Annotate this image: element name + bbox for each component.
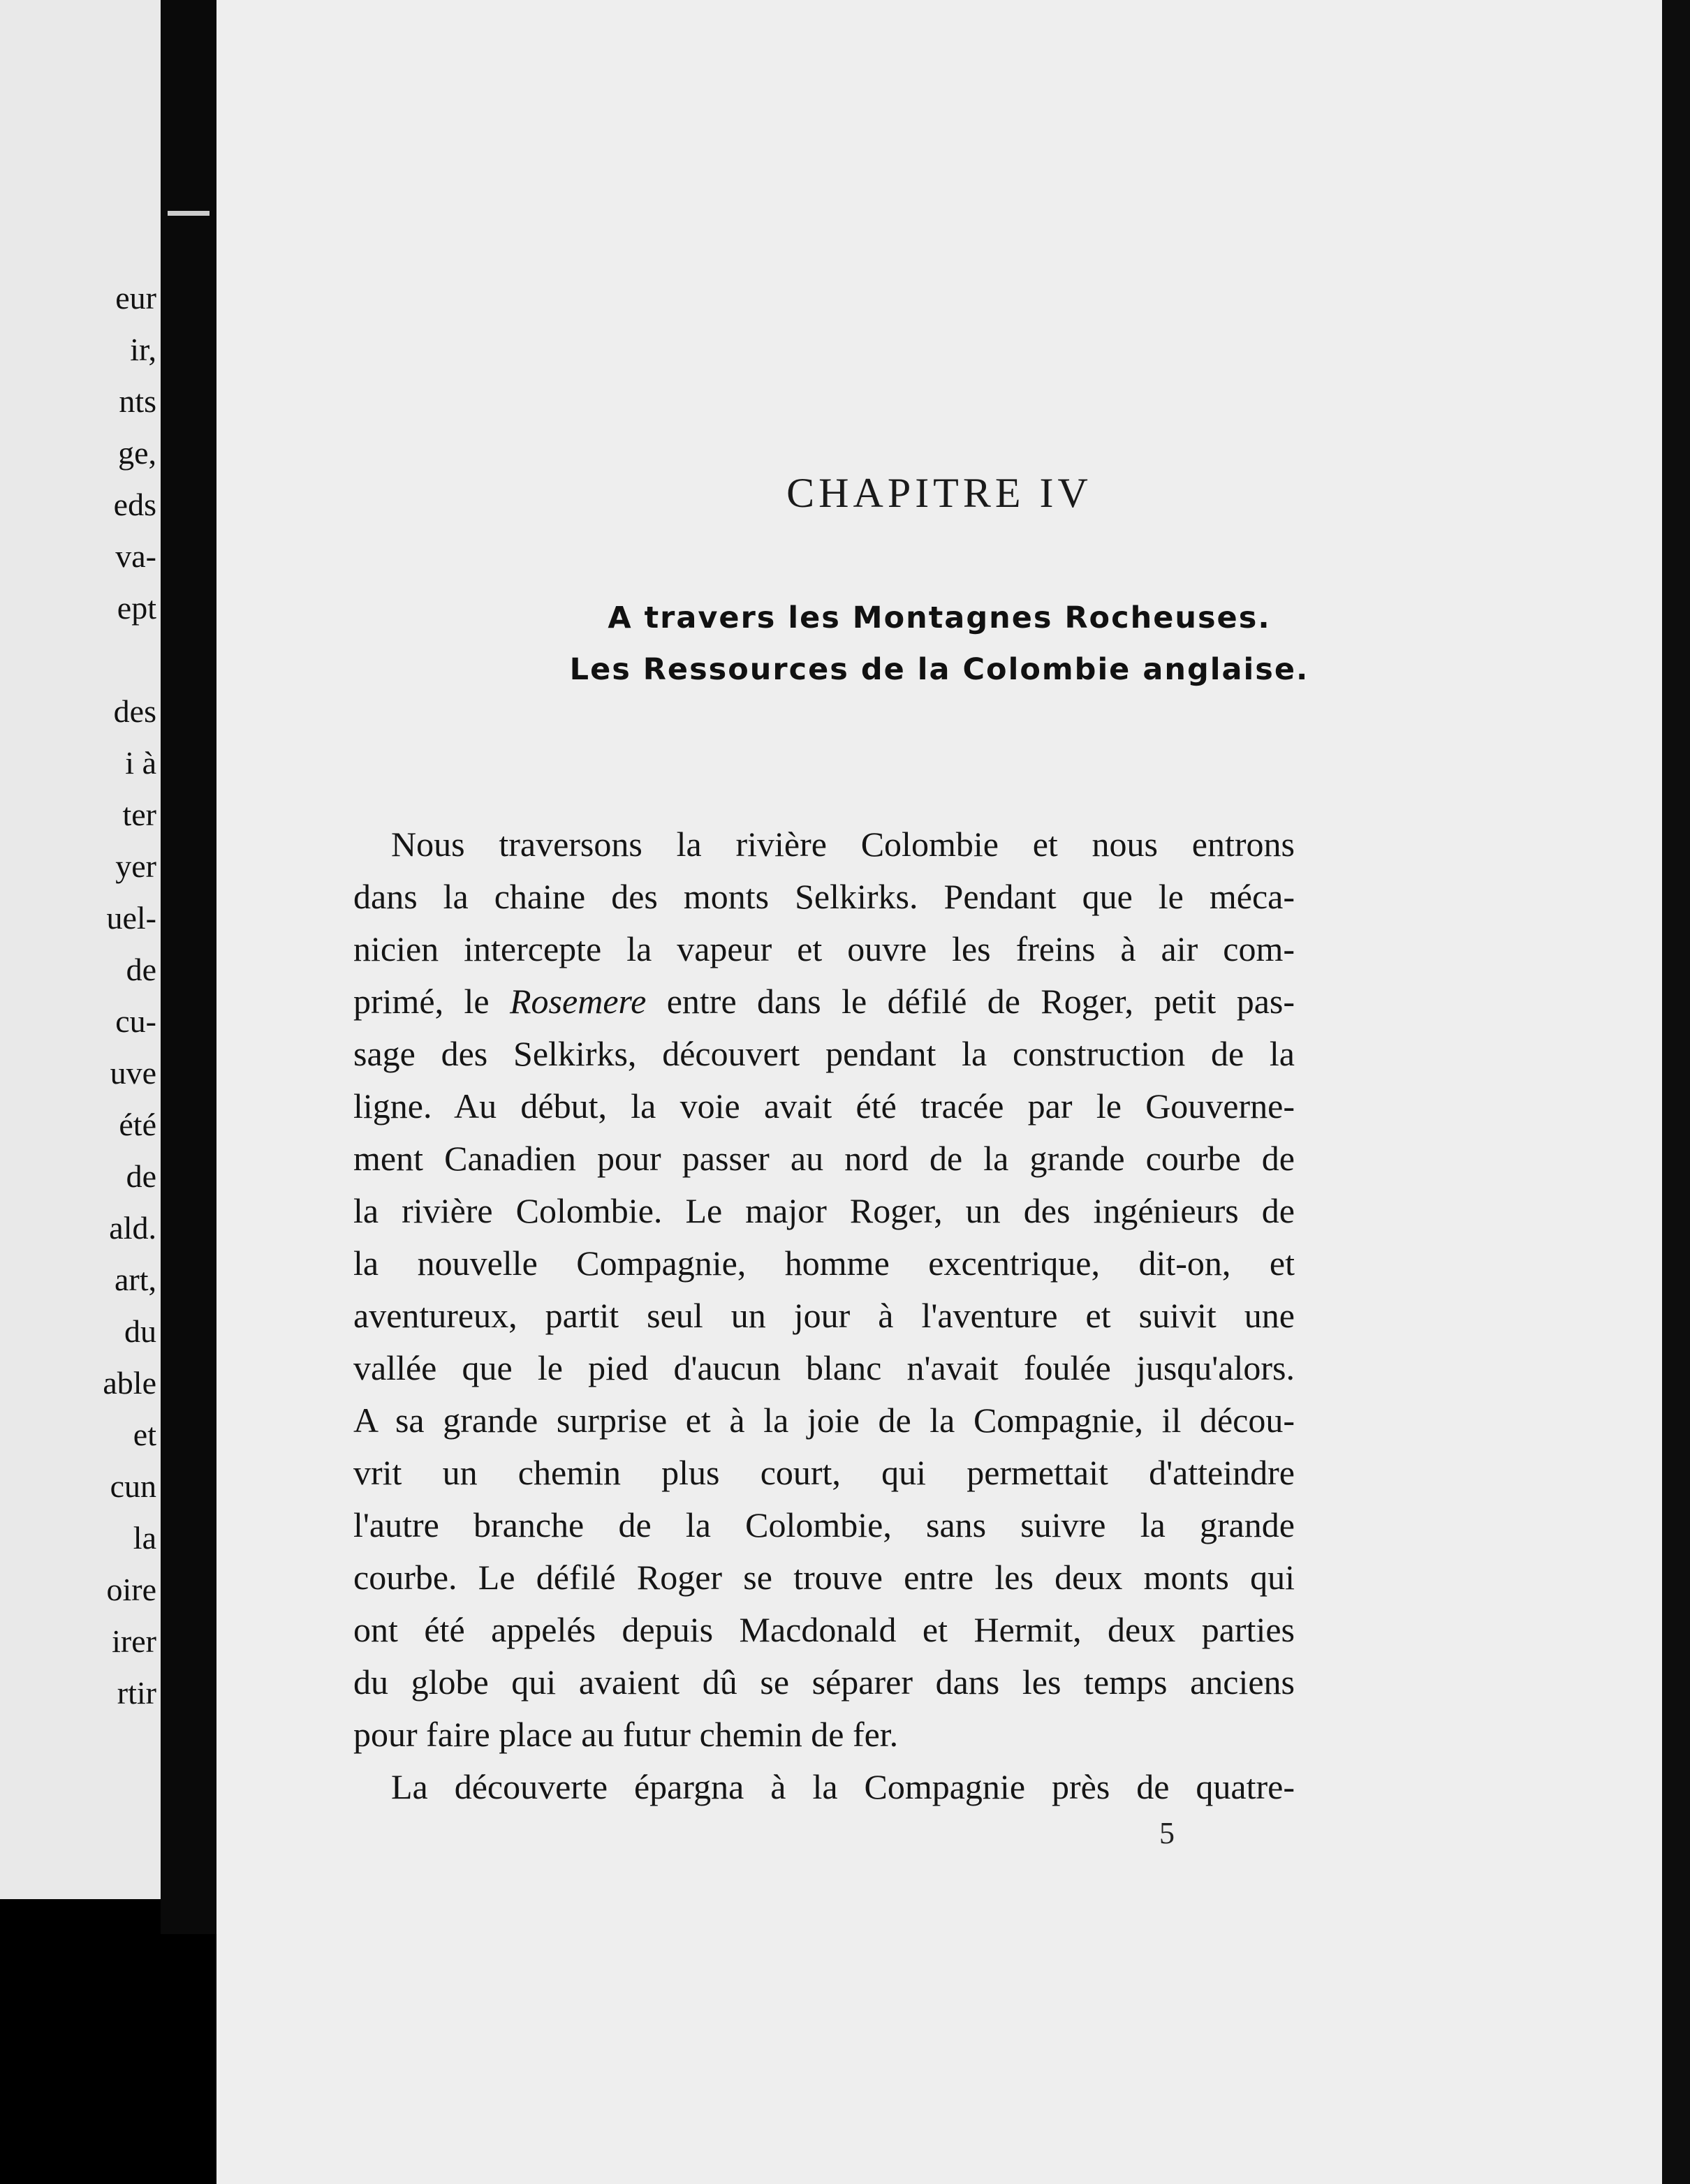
left-fragment: uve [110,1055,156,1091]
left-fragment: été [119,1107,156,1142]
text-line: ligne. Au début, la voie avait été tracée par le Gouverne- [353,1086,1295,1126]
text-line: ont été appelés depuis Macdonald et Hermit, deux parties [353,1610,1295,1649]
page-number: 5 [1159,1816,1175,1850]
left-fragment-gap [103,634,156,686]
text-line: aventureux, partit seul un jour à l'aventure et suivit une [353,1296,1295,1335]
text-line: la nouvelle Compagnie, homme excentrique, dit-on, et [353,1244,1295,1283]
left-fragment: de [126,1158,156,1194]
left-fragment: ge, [118,435,156,471]
text-line: du globe qui avaient dû se séparer dans les temps anciens [353,1662,1295,1702]
text-line: pour faire place au futur chemin de fer. [353,1715,899,1754]
ship-name-italic: Rosemere [510,982,647,1021]
left-fragment: eur [115,280,156,316]
text-line: sage des Selkirks, découvert pendant la construction de la [353,1034,1295,1073]
left-fragment: irer [112,1623,156,1659]
left-fragment: yer [115,848,156,884]
text-line: l'autre branche de la Colombie, sans suivre la grande [353,1505,1295,1544]
chapter-subtitle-line-2: Les Ressources de la Colombie anglaise. [569,652,1309,687]
chapter-title: CHAPITRE IV [786,470,1092,516]
right-scan-edge [1662,0,1690,2184]
text-line-part: primé, le [353,982,490,1021]
left-fragment: va- [115,538,156,574]
left-page-fragment [0,0,161,1899]
body-text [353,818,1295,1813]
left-fragment: ter [122,797,156,832]
text-line: courbe. Le défilé Roger se trouve entre les deux monts qui [353,1558,1295,1597]
left-fragment: eds [113,487,156,522]
gutter-mark [168,211,210,216]
text-line: La découverte épargna à la Compagnie près de quatre- [391,1767,1295,1806]
text-line: nicien intercepte la vapeur et ouvre les freins à air com- [353,929,1295,968]
left-fragment: du [124,1313,156,1349]
left-fragment: art, [114,1262,156,1297]
left-fragment: nts [119,383,156,419]
text-line: ment Canadien pour passer au nord de la grande courbe de [353,1139,1295,1178]
text-line-part: entre dans le défilé de Roger, petit pas- [666,982,1295,1021]
text-line: la rivière Colombie. Le major Roger, un des ingénieurs de [353,1191,1295,1230]
left-fragment: ept [117,590,156,626]
left-fragment: ald. [109,1210,156,1246]
text-line [353,975,1295,1028]
left-fragment: i à [125,745,156,781]
left-fragment: able [103,1365,156,1401]
left-fragment: ir, [130,332,156,367]
left-fragment: et [133,1417,156,1452]
text-line: A sa grande surprise et à la joie de la Compagnie, il décou- [353,1401,1295,1440]
text-line: dans la chaine des monts Selkirks. Pendant que le méca- [353,877,1295,916]
text-line: vrit un chemin plus court, qui permettait d'atteindre [353,1453,1295,1492]
left-fragment: cun [110,1468,156,1504]
text-line: vallée que le pied d'aucun blanc n'avait foulée jusqu'alors. [353,1348,1295,1387]
left-fragment: uel- [106,900,156,936]
left-fragment: cu- [115,1003,156,1039]
left-page-text-fragments [103,272,156,1719]
left-fragment: des [113,693,156,729]
left-fragment: de [126,952,156,987]
left-fragment: rtir [117,1675,156,1711]
left-fragment: la [133,1520,156,1556]
chapter-subtitle-line-1: A travers les Montagnes Rocheuses. [608,600,1271,635]
left-fragment: oire [106,1572,156,1607]
text-line: Nous traversons la rivière Colombie et nous entrons [391,825,1295,864]
book-gutter [161,0,216,1934]
